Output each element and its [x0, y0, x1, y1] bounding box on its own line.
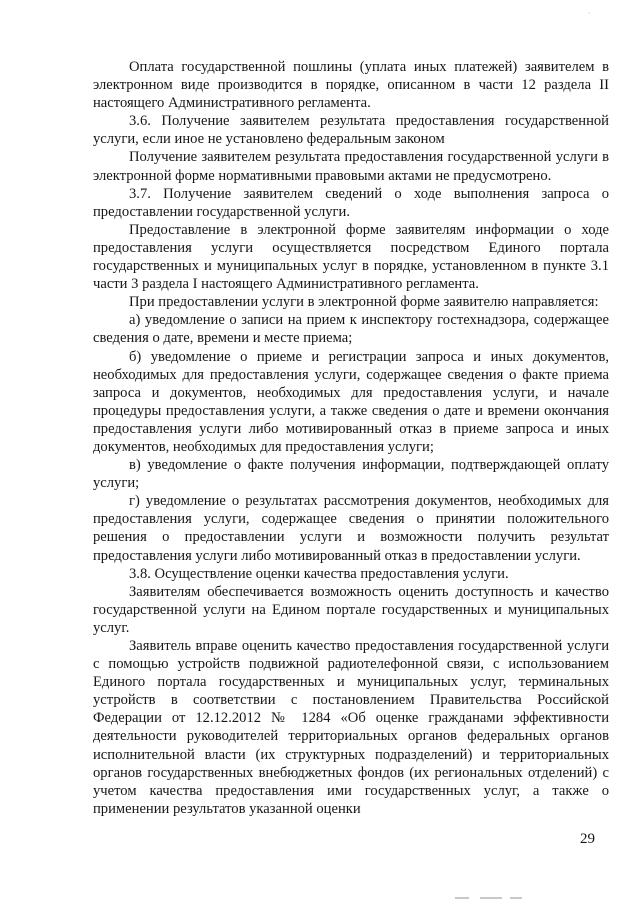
paragraph: При предоставлении услуги в электронной форме заявителю направляется: — [129, 294, 599, 311]
list-item: а) уведомление о записи на прием к инспектору гостехнадзора, содержащее сведения о дате, времени и месте приема; — [93, 312, 609, 347]
scan-artifact — [480, 897, 502, 899]
scan-artifact — [455, 897, 469, 899]
section-heading: 3.8. Осуществление оценки качества предоставления услуги. — [129, 565, 509, 582]
paragraph: Заявителям обеспечивается возможность оценить доступность и качество государственной услуги на Едином портале государственных и муниципальных услуг. — [93, 583, 609, 636]
list-item: г) уведомление о результатах рассмотрения документов, необходимых для предоставления услуги, содержащее сведения о принятии положительного решения о предоставлении услуги и возможности получить результат предоставления услуги либо мотивированный отказ в предоставлении услуги. — [93, 493, 609, 564]
paragraph: Предоставление в электронной форме заявителям информации о ходе предоставления услуги осуществляется посредством Единого портала государственных и муниципальных услуг в порядке, установленном в пункте 3.1 части 3 раздела I настоящего Административного регламента. — [93, 221, 609, 293]
document-body — [93, 58, 609, 818]
section-heading: 3.7. Получение заявителем сведений о ходе выполнения запроса о предоставлении государственной услуги. — [93, 185, 609, 220]
section-heading: 3.6. Получение заявителем результата предоставления государственной услуги, если иное не установлено федеральным законом — [93, 113, 609, 148]
list-item: в) уведомление о факте получения информации, подтверждающей оплату услуги; — [93, 457, 609, 492]
scan-speck: · — [588, 9, 591, 18]
list-item: б) уведомление о приеме и регистрации запроса и иных документов, необходимых для предоставления услуги, содержащее сведения о факте приема запроса и документов, необходимых для предоставления услуги, и начале процедуры предоставления услуги, а также сведения о дате и времени окончания предоставления услуги либо мотивированный отказ в приеме запроса и иных документов, необходимых для предоставления услуги; — [93, 348, 609, 455]
paragraph: Заявитель вправе оценить качество предоставления государственной услуги с помощью устройств подвижной радиотелефонной связи, с использованием Единого портала государственных и муниципальных услуг, терминальных устройств в соответствии с постановлением Правительства Российской Федерации от 12.12.2012 № 1284 «Об оценке гражданами эффективности деятельности руководителей территориальных органов федеральных органов исполнительной власти (их структурных подразделений) и территориальных органов государственных внебюджетных фондов (их региональных отделений) с учетом качества предоставления ими государственных услуг, а также о применении результатов указанной оценки — [93, 638, 609, 817]
paragraph: Оплата государственной пошлины (уплата иных платежей) заявителем в электронном виде производится в порядке, описанном в части 12 раздела II настоящего Административного регламента. — [93, 59, 609, 112]
scan-artifact — [510, 897, 522, 899]
page-number: 29 — [580, 831, 595, 847]
paragraph: Получение заявителем результата предоставления государственной услуги в электронной форме нормативными правовыми актами не предусмотрено. — [93, 149, 609, 184]
